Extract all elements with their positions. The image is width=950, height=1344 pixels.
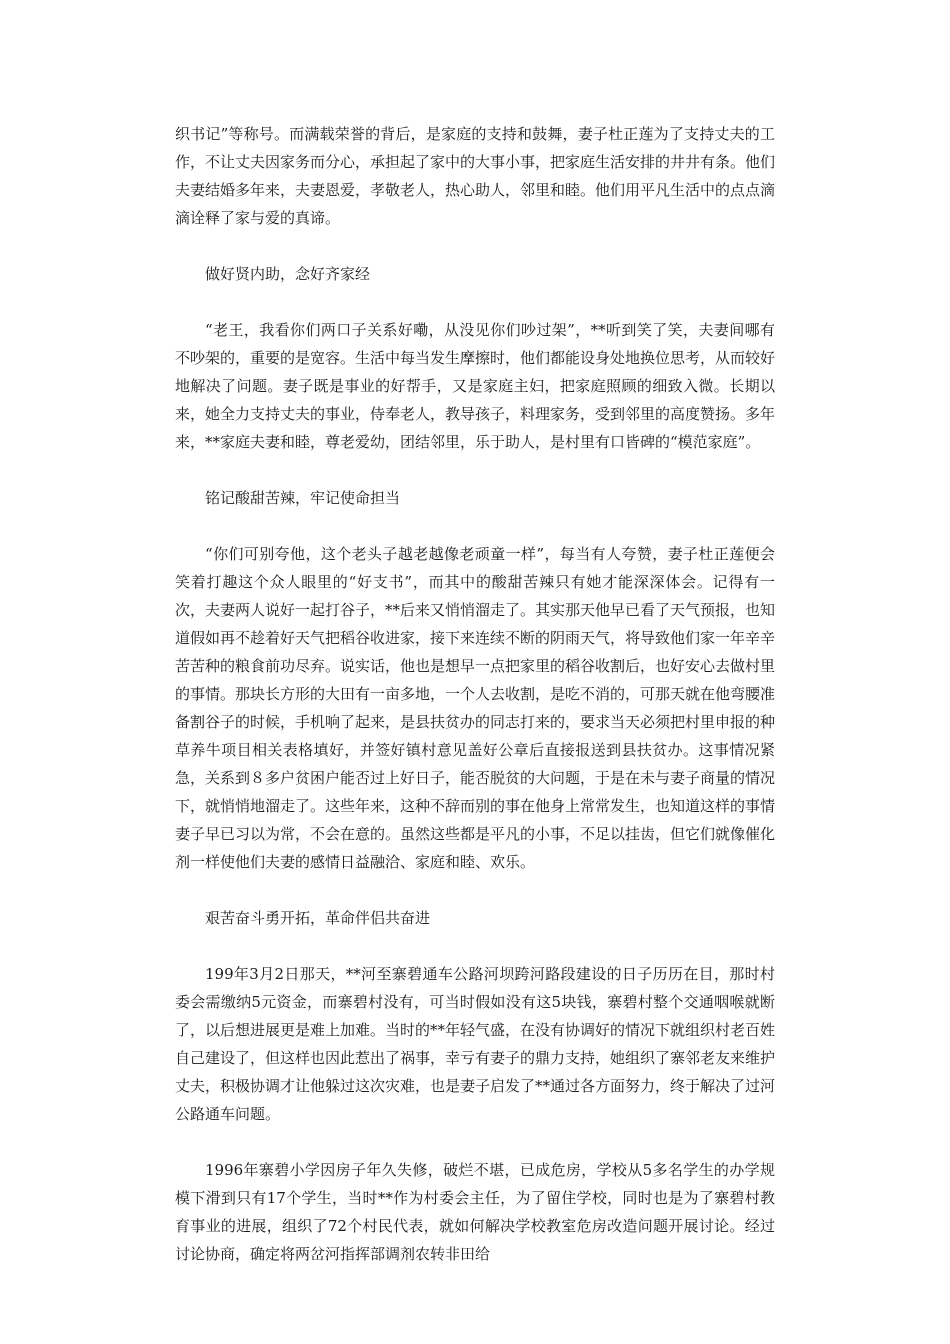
section-heading-3: 艰苦奋斗勇开拓，革命伴侣共奋进: [205, 909, 431, 927]
paragraph-4: 1996年寨碧小学因房子年久失修，破烂不堪，已成危房，学校从5多名学生的办学规模下滑到只有17个学生，当时**作为村委会主任，为了留住学校，同时也是为了寨碧村教育事业的进展，组织了72个村民代表，就如何解决学校教室危房改造问题开展讨论。经过讨论协商，确定将两岔河指挥部调剂农转非田给: [175, 1161, 775, 1263]
paragraph-gap: [175, 932, 775, 960]
paragraph-1: “老王，我看你们两口子关系好嘞，从没见你们吵过架”，**听到笑了笑，夫妻间哪有不吵架的，重要的是宽容。生活中每当发生摩擦时，他们都能设身处地换位思考，从而较好地解决了问题。妻子既是事业的好帮手，又是家庭主妇，把家庭照顾的细致入微。长期以来，她全力支持丈夫的事业，侍奉老人，教导孩子，料理家务，受到邻里的高度赞扬。多年来，**家庭夫妻和睦，尊老爱幼，团结邻里，乐于助人，是村里有口皆碑的“模范家庭”。: [175, 321, 776, 451]
paragraph-gap: [175, 876, 775, 904]
paragraph-gap: [175, 1128, 775, 1156]
paragraph-gap: [175, 512, 775, 540]
paragraph-gap: [175, 456, 775, 484]
paragraph-2: “你们可别夸他，这个老头子越老越像老顽童一样”，每当有人夸赞，妻子杜正莲便会笑着打趣这个众人眼里的“好支书”，而其中的酸甜苦辣只有她才能深深体会。记得有一次，夫妻两人说好一起打谷子，**后来又悄悄溜走了。其实那天他早已看了天气预报，也知道假如再不趁着好天气把稻谷收进家，接下来连续不断的阴雨天气，将导致他们家一年辛辛苦苦种的粮食前功尽弃。说实话，他也是想早一点把家里的稻谷收割后，也好安心去做村里的事情。那块长方形的大田有一亩多地，一个人去收割，是吃不消的，可那天就在他弯腰准备割谷子的时候，手机响了起来，是县扶贫办的同志打来的，要求当天必须把村里申报的种草养牛项目相关表格填好，并签好镇村意见盖好公章后直接报送到县扶贫办。这事情况紧急，关系到８多户贫困户能否过上好日子，能否脱贫的大问题，于是在未与妻子商量的情况下，就悄悄地溜走了。这些年来，这种不辞而别的事在他身上常常发生，也知道这样的事情妻子早已习以为常，不会在意的。虽然这些都是平凡的小事，不足以挂齿，但它们就像催化剂一样使他们夫妻的感情日益融洽、家庭和睦、欢乐。: [175, 545, 776, 871]
paragraph-gap: [175, 232, 775, 260]
document-body: [175, 120, 775, 1268]
paragraph-continuation: 织书记”等称号。而满载荣誉的背后，是家庭的支持和鼓舞，妻子杜正莲为了支持丈夫的工作，不让丈夫因家务而分心，承担起了家中的大事小事，把家庭生活安排的井井有条。他们夫妻结婚多年来，夫妻恩爱，孝敬老人，热心助人，邻里和睦。他们用平凡生活中的点点滴滴诠释了家与爱的真谛。: [175, 125, 776, 227]
section-heading-1: 做好贤内助，念好齐家经: [205, 265, 371, 283]
paragraph-gap: [175, 288, 775, 316]
paragraph-3: 199年3月2日那天，**河至寨碧通车公路河坝跨河路段建设的日子历历在目，那时村委会需缴纳5元资金，而寨碧村没有，可当时假如没有这5块钱，寨碧村整个交通咽喉就断了，以后想进展更是难上加难。当时的**年轻气盛，在没有协调好的情况下就组织村老百姓自己建设了，但这样也因此惹出了祸事，幸亏有妻子的鼎力支持，她组织了寨邻老友来维护丈夫，积极协调才让他躲过这次灾难，也是妻子启发了**通过各方面努力，终于解决了过河公路通车问题。: [175, 965, 776, 1123]
section-heading-2: 铭记酸甜苦辣，牢记使命担当: [205, 489, 401, 507]
